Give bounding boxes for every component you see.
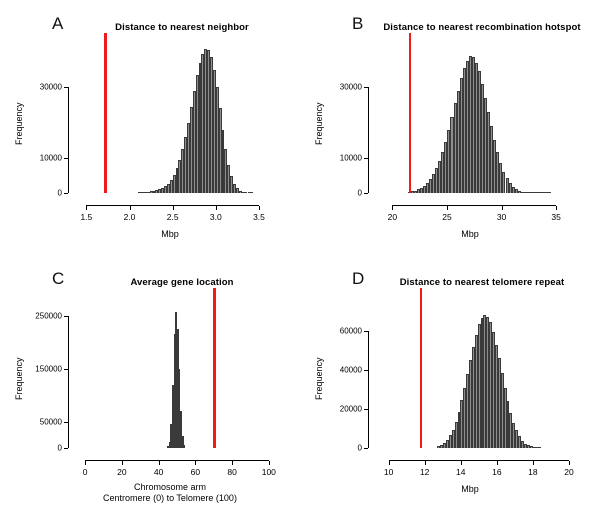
- y-axis-tick-label: 10000: [339, 153, 362, 163]
- x-axis-tick-label: 2.5: [166, 212, 179, 222]
- y-axis-tick-label: 30000: [339, 82, 362, 92]
- x-axis-tick: [269, 461, 270, 465]
- x-axis-title-line2: Centromere (0) to Telomere (100): [103, 493, 237, 503]
- y-axis-tick: [64, 193, 68, 194]
- y-axis-title: Frequency: [314, 357, 324, 400]
- x-axis-tick: [556, 206, 557, 210]
- x-axis-line: [389, 460, 569, 461]
- x-axis-tick: [159, 461, 160, 465]
- y-axis-line: [368, 87, 369, 193]
- x-axis-tick-label: 0: [82, 467, 88, 477]
- plot-area-d: [376, 300, 578, 448]
- x-axis-tick: [497, 461, 498, 465]
- panel-letter-d: D: [352, 269, 365, 288]
- x-axis-tick: [130, 206, 131, 210]
- x-axis-tick-label: 3.0: [209, 212, 222, 222]
- x-axis-tick: [389, 461, 390, 465]
- x-axis-title: [60, 482, 280, 504]
- x-axis-tick: [173, 206, 174, 210]
- x-axis-tick-label: 40: [153, 467, 164, 477]
- y-axis-tick: [64, 158, 68, 159]
- plot-area-a: [76, 45, 278, 193]
- plot-area-c: [76, 300, 278, 448]
- y-axis-title: Frequency: [14, 357, 24, 400]
- y-axis-tick-label: 40000: [339, 365, 362, 375]
- x-axis-title: Mbp: [461, 229, 479, 239]
- panel-d: [300, 255, 600, 510]
- x-axis-tick-label: 18: [528, 467, 538, 477]
- y-axis-tick-label: 30000: [39, 82, 62, 92]
- y-axis-title: Frequency: [14, 102, 24, 145]
- x-axis-tick: [259, 206, 260, 210]
- y-axis-tick-label: 0: [57, 443, 62, 453]
- x-axis-tick: [86, 206, 87, 210]
- x-axis-tick-label: 35: [551, 212, 561, 222]
- panel-letter-c: C: [52, 269, 65, 288]
- reference-line: [104, 33, 106, 193]
- y-axis-title: Frequency: [314, 102, 324, 145]
- y-axis-tick: [364, 448, 368, 449]
- panel-title-a: Distance to nearest neighbor: [115, 22, 249, 33]
- y-axis-tick-label: 50000: [39, 417, 62, 427]
- reference-line: [213, 288, 215, 448]
- y-axis-tick-label: 20000: [339, 404, 362, 414]
- y-axis-tick: [64, 316, 68, 317]
- panel-title-d: Distance to nearest telomere repeat: [399, 277, 565, 288]
- y-axis-tick-label: 250000: [35, 311, 62, 321]
- y-axis-tick-label: 0: [57, 188, 62, 198]
- x-axis-line: [85, 460, 269, 461]
- y-axis-tick-label: 150000: [35, 364, 62, 374]
- y-axis-tick: [364, 193, 368, 194]
- y-axis-tick: [64, 448, 68, 449]
- x-axis-tick: [502, 206, 503, 210]
- x-axis-tick: [425, 461, 426, 465]
- y-axis-line: [68, 316, 69, 448]
- reference-line: [420, 288, 422, 448]
- x-axis-tick-label: 60: [190, 467, 201, 477]
- y-axis-tick: [364, 331, 368, 332]
- x-axis-title: Mbp: [461, 484, 479, 494]
- x-axis-tick-label: 30: [496, 212, 507, 222]
- x-axis-tick-label: 80: [227, 467, 237, 477]
- x-axis-title: Mbp: [161, 229, 179, 239]
- panel-title-b: Distance to nearest recombination hotspot: [383, 22, 581, 33]
- x-axis-tick: [461, 461, 462, 465]
- reference-line: [409, 33, 411, 193]
- x-axis-line: [392, 205, 556, 206]
- x-axis-tick: [392, 206, 393, 210]
- x-axis-title-line1: Chromosome arm: [133, 482, 207, 492]
- x-axis-tick: [232, 461, 233, 465]
- panel-letter-a: A: [52, 14, 64, 33]
- panel-b: [300, 0, 600, 255]
- y-axis-tick-label: 60000: [339, 326, 362, 336]
- x-axis-tick: [122, 461, 123, 465]
- x-axis-tick: [533, 461, 534, 465]
- x-axis-tick-label: 14: [456, 467, 466, 477]
- x-axis-tick: [216, 206, 217, 210]
- x-axis-tick-label: 25: [442, 212, 452, 222]
- x-axis-tick: [569, 461, 570, 465]
- y-axis-tick-label: 0: [357, 443, 362, 453]
- y-axis-tick: [364, 370, 368, 371]
- x-axis-tick-label: 2.0: [123, 212, 136, 222]
- histogram-bar: [183, 445, 185, 448]
- panel-c: [0, 255, 300, 510]
- x-axis-tick-label: 3.5: [253, 212, 265, 222]
- x-axis-tick-label: 1.5: [80, 212, 93, 222]
- histogram-bar: [538, 447, 541, 448]
- histogram-bar: [548, 192, 551, 193]
- y-axis-tick: [64, 87, 68, 88]
- x-axis-tick-label: 20: [564, 467, 574, 477]
- panel-letter-b: B: [352, 14, 364, 33]
- x-axis-tick: [85, 461, 86, 465]
- x-axis-tick-label: 16: [492, 467, 502, 477]
- y-axis-tick-label: 10000: [39, 153, 62, 163]
- y-axis-tick: [364, 409, 368, 410]
- x-axis-tick: [447, 206, 448, 210]
- x-axis-tick-label: 20: [387, 212, 398, 222]
- x-axis-tick-label: 20: [117, 467, 127, 477]
- y-axis-line: [68, 87, 69, 193]
- y-axis-tick-label: 0: [357, 188, 362, 198]
- panel-a: [0, 0, 300, 255]
- histogram-bar: [250, 192, 253, 193]
- y-axis-tick: [64, 369, 68, 370]
- panel-title-c: Average gene location: [130, 277, 234, 288]
- plot-area-b: [376, 45, 578, 193]
- x-axis-tick: [195, 461, 196, 465]
- x-axis-tick-label: 100: [261, 467, 276, 477]
- x-axis-tick-label: 10: [383, 467, 394, 477]
- y-axis-tick: [364, 87, 368, 88]
- y-axis-line: [368, 331, 369, 448]
- x-axis-tick-label: 12: [419, 467, 430, 477]
- y-axis-tick: [364, 158, 368, 159]
- y-axis-tick: [64, 422, 68, 423]
